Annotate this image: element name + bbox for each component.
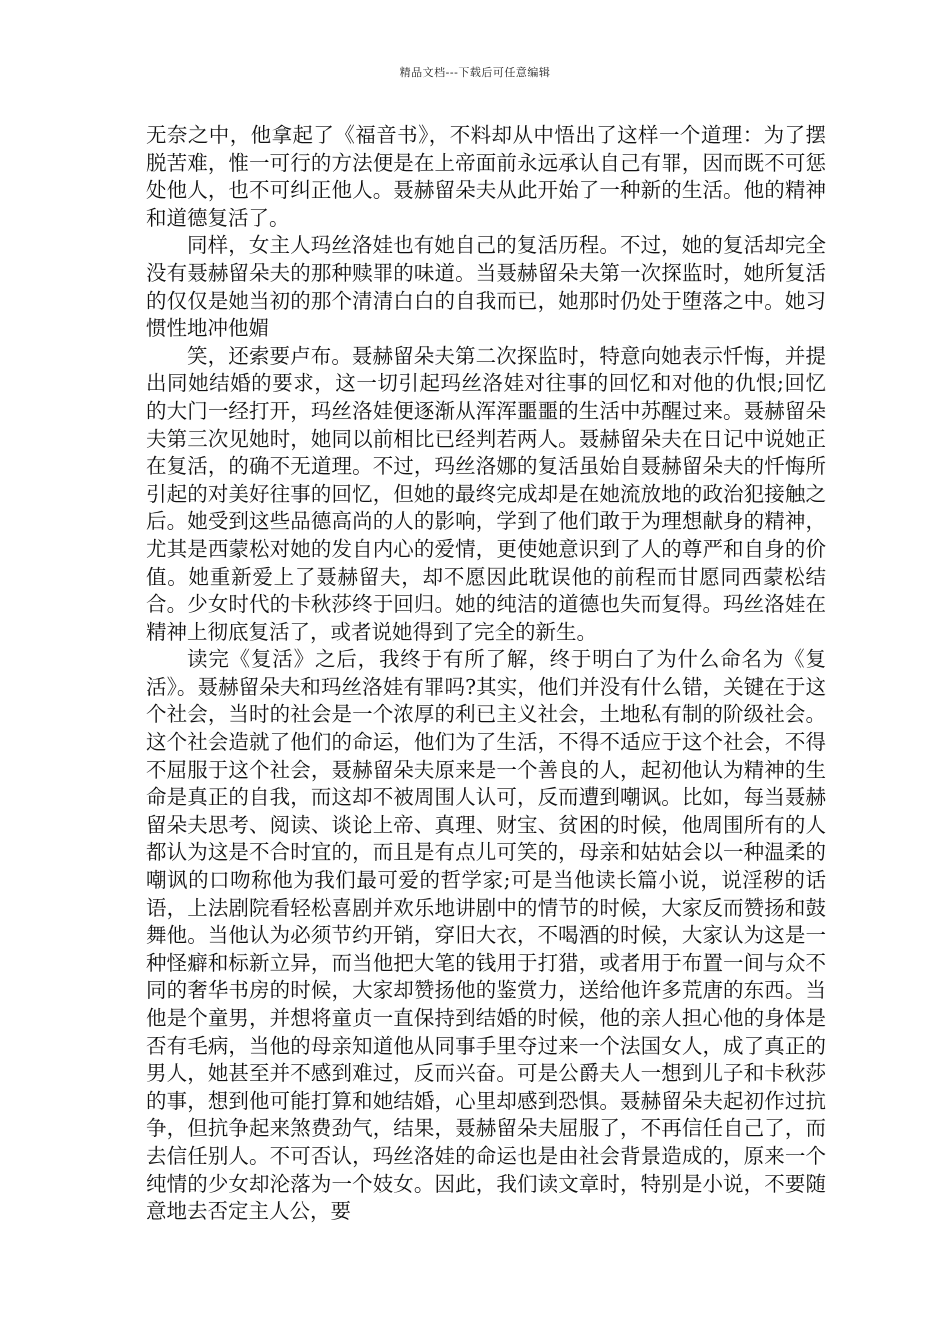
paragraph-1: 无奈之中，他拿起了《福音书》，不料却从中悟出了这样一个道理：为了摆脱苦难，惟一可行的方法便是在上帝面前永远承认自己有罪，因而既不可惩处他人，也不可纠正他人。聂赫留朵夫从此开始了一种新的生活。他的精神和道德复活了。 <box>146 123 826 230</box>
page-header: 精品文档---下载后可任意编辑 <box>399 66 551 79</box>
paragraph-3: 笑，还索要卢布。聂赫留朵夫第二次探监时，特意向她表示忏悔，并提出同她结婚的要求，这一切引起玛丝洛娃对往事的回忆和对他的仇恨;回忆的大门一经打开，玛丝洛娃便逐渐从浑浑噩噩的生活中苏醒过来。聂赫留朵夫第三次见她时，她同以前相比已经判若两人。聂赫留朵夫在日记中说她正在复活，的确不无道理。不过，玛丝洛娜的复活虽始自聂赫留朵夫的忏悔所引起的对美好往事的回忆，但她的最终完成却是在她流放地的政治犯接触之后。她受到这些品德高尚的人的影响，学到了他们敢于为理想献身的精神，尤其是西蒙松对她的发自内心的爱情，更使她意识到了人的尊严和自身的价值。她重新爱上了聂赫留夫，却不愿因此耽误他的前程而甘愿同西蒙松结合。少女时代的卡秋莎终于回归。她的纯洁的道德也失而复得。玛丝洛娃在精神上彻底复活了，或者说她得到了完全的新生。 <box>146 343 826 644</box>
paragraph-2: 同样，女主人玛丝洛娃也有她自己的复活历程。不过，她的复活却完全没有聂赫留朵夫的那种赎罪的味道。当聂赫留朵夫第一次探监时，她所复活的仅仅是她当初的那个清清白白的自我而已，她那时仍处于堕落之中。她习惯性地冲他媚 <box>146 233 826 341</box>
paragraph-4: 读完《复活》之后，我终于有所了解，终于明白了为什么命名为《复活》。聂赫留朵夫和玛丝洛娃有罪吗?其实，他们并没有什么错，关键在于这个社会，当时的社会是一个浓厚的利已主义社会，土地私有制的阶级社会。这个社会造就了他们的命运，他们为了生活，不得不适应于这个社会，不得不屈服于这个社会，聂赫留朵夫原来是一个善良的人，起初他认为精神的生命是真正的自我，而这却不被周围人认可，反而遭到嘲讽。比如，每当聂赫留朵夫思考、阅读、谈论上帝、真理、财宝、贫困的时候，他周围所有的人都认为这是不合时宜的，而且是有点儿可笑的，母亲和姑姑会以一种温柔的嘲讽的口吻称他为我们最可爱的哲学家;可是当他读长篇小说，说淫秽的话语，上法剧院看轻松喜剧并欢乐地讲剧中的情节的时候，大家反而赞扬和鼓舞他。当他认为必须节约开销，穿旧大衣，不喝酒的时候，大家认为这是一种怪癖和标新立异，而当他把大笔的钱用于打猎，或者用于布置一间与众不同的奢华书房的时候，大家却赞扬他的鉴赏力，送给他许多荒唐的东西。当他是个童男，并想将童贞一直保持到结婚的时候，他的亲人担心他的身体是否有毛病，当他的母亲知道他从同事手里夺过来一个法国女人，成了真正的男人，她甚至并不感到难过，反而兴奋。可是公爵夫人一想到儿子和卡秋莎的事，想到他可能打算和她结婚，心里却感到恐惧。聂赫留朵夫起初作过抗争，但抗争起来煞费劲气，结果，聂赫留朵夫屈服了，不再信任自己了，而去信任别人。不可否认，玛丝洛娃的命运也是由社会背景造成的，原来一个纯情的少女却沦落为一个妓女。因此，我们读文章时，特别是小说，不要随意地去否定主人公，要 <box>146 647 826 1224</box>
body-text <box>146 122 826 1226</box>
